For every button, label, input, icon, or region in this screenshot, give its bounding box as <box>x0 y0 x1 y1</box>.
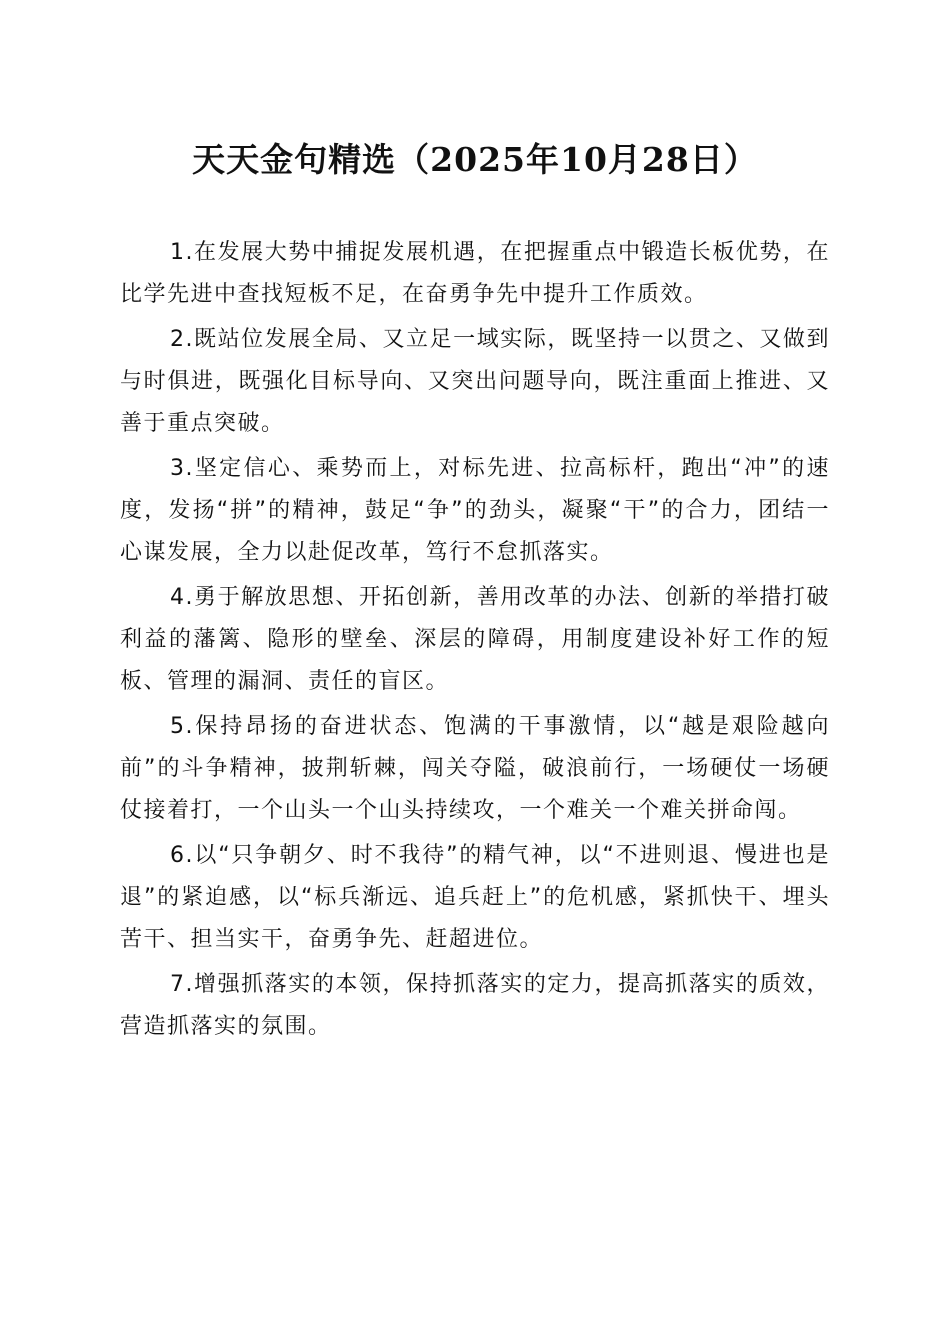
paragraph-5: 5.保持昂扬的奋进状态、饱满的干事激情，以“越是艰险越向前”的斗争精神，披荆斩棘，闯关夺隘，破浪前行，一场硬仗一场硬仗接着打，一个山头一个山头持续攻，一个难关一个难关拼命闯。 <box>120 714 830 823</box>
paragraph-2: 2.既站位发展全局、又立足一域实际，既坚持一以贯之、又做到与时俱进，既强化目标导向、又突出问题导向，既注重面上推进、又善于重点突破。 <box>120 327 830 436</box>
paragraph-1: 1.在发展大势中捕捉发展机遇，在把握重点中锻造长板优势，在比学先进中查找短板不足，在奋勇争先中提升工作质效。 <box>120 240 830 307</box>
paragraph-6: 6.以“只争朝夕、时不我待”的精气神，以“不进则退、慢进也是退”的紧迫感，以“标兵渐远、追兵赶上”的危机感，紧抓快干、埋头苦干、担当实干，奋勇争先、赶超进位。 <box>120 843 830 952</box>
document-title: 天天金句精选（2025年10月28日） <box>192 140 758 179</box>
paragraph-4: 4.勇于解放思想、开拓创新，善用改革的办法、创新的举措打破利益的藩篱、隐形的壁垒、深层的障碍，用制度建设补好工作的短板、管理的漏洞、责任的盲区。 <box>120 585 830 694</box>
paragraph-3: 3.坚定信心、乘势而上，对标先进、拉高标杆，跑出“冲”的速度，发扬“拼”的精神，鼓足“争”的劲头，凝聚“干”的合力，团结一心谋发展，全力以赴促改革，笃行不怠抓落实。 <box>120 456 830 565</box>
document-body <box>120 232 830 1051</box>
paragraph-7: 7.增强抓落实的本领，保持抓落实的定力，提高抓落实的质效，营造抓落实的氛围。 <box>120 972 830 1039</box>
